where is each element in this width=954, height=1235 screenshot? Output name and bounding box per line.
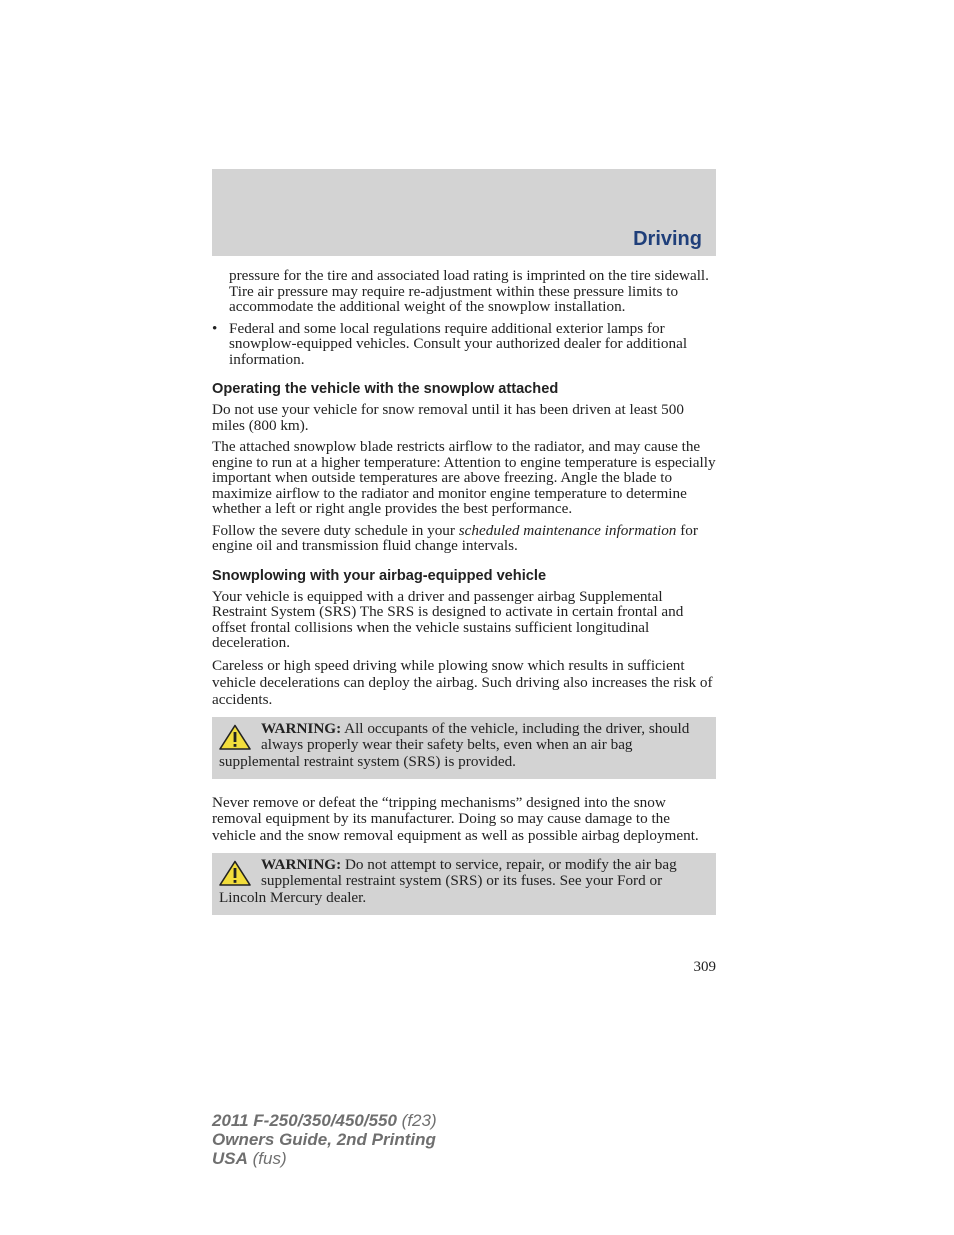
warning-label: WARNING:: [261, 855, 342, 873]
heading-airbag: Snowplowing with your airbag-equipped vehicle: [212, 567, 547, 584]
follow-text-pre: Follow the severe duty schedule in your: [212, 521, 459, 539]
footer-line-guide: Owners Guide, 2nd Printing: [212, 1130, 436, 1149]
bullet-text: Federal and some local regulations require additional exterior lamps for snowplow-equipped vehicles. Consult your authorized dealer for additional information.: [229, 319, 688, 368]
footer-region-code: (fus): [247, 1149, 287, 1168]
footer-line-region: [212, 1149, 437, 1168]
paragraph-break-in: Do not use your vehicle for snow removal until it has been driven at least 500 miles (800 km).: [212, 401, 684, 434]
page-number: 309: [693, 959, 716, 975]
bullet-icon: •: [212, 319, 218, 337]
warning-text: All occupants of the vehicle, including the driver, should always properly wear their safety belts, even when an air bag supplemental restraint system (SRS) is provided.: [219, 719, 690, 770]
footer-model: 2011 F-250/350/450/550: [212, 1111, 397, 1130]
warning-box-seatbelts: [212, 717, 716, 780]
section-title: Driving: [633, 228, 702, 250]
warning-triangle-icon: [219, 860, 251, 886]
paragraph-airflow: The attached snowplow blade restricts airflow to the radiator, and may cause the engine to run at a higher temperature: Attention to engine temperature is especially important when outside temperatures are above freezing. Angle the blade to maximize airflow to the radiator and monitor engine temperature to determine whether a left or right angle provides the best performance.: [212, 438, 716, 517]
maintenance-reference: scheduled maintenance information: [458, 521, 677, 539]
paragraph-careless: Careless or high speed driving while plowing snow which results in sufficient vehicle decelerations can deploy the airbag. Such driving also increases the risk of accidents.: [212, 656, 713, 708]
footer-region: USA: [212, 1149, 248, 1168]
intro-continuation: pressure for the tire and associated load rating is imprinted on the tire sidewall. Tire air pressure may require re-adjustment within these pressure limits to accommodate the additional weight of the snowplow installation.: [229, 267, 709, 315]
follow-text-post: for engine oil and transmission fluid change intervals.: [212, 521, 698, 554]
warning-triangle-icon: [219, 724, 251, 750]
warning-text: Do not attempt to service, repair, or modify the air bag supplemental restraint system (SRS) or its fuses. See your Ford or Lincoln Mercury dealer.: [219, 855, 677, 906]
footer-model-code: (f23): [396, 1111, 437, 1130]
document-footer: [212, 1111, 437, 1168]
warning-box-srs-service: [212, 853, 716, 916]
footer-line-model: [212, 1111, 437, 1130]
list-item: [212, 321, 716, 368]
warning-label: WARNING:: [261, 719, 342, 737]
paragraph-follow-schedule: [212, 523, 716, 554]
section-header-band: [212, 169, 716, 256]
paragraph-srs: Your vehicle is equipped with a driver and passenger airbag Supplemental Restraint System (SRS) The SRS is designed to activate in certain frontal and offset frontal collisions when the vehicle sustains sufficient longitudinal deceleration.: [212, 587, 684, 651]
heading-operating: Operating the vehicle with the snowplow attached: [212, 381, 559, 397]
paragraph-never-remove: Never remove or defeat the “tripping mechanisms” designed into the snow removal equipment by its manufacturer. Doing so may cause damage to the vehicle and the snow removal equipment as well as possible airbag deployment.: [212, 794, 699, 844]
page-content: [212, 268, 716, 931]
